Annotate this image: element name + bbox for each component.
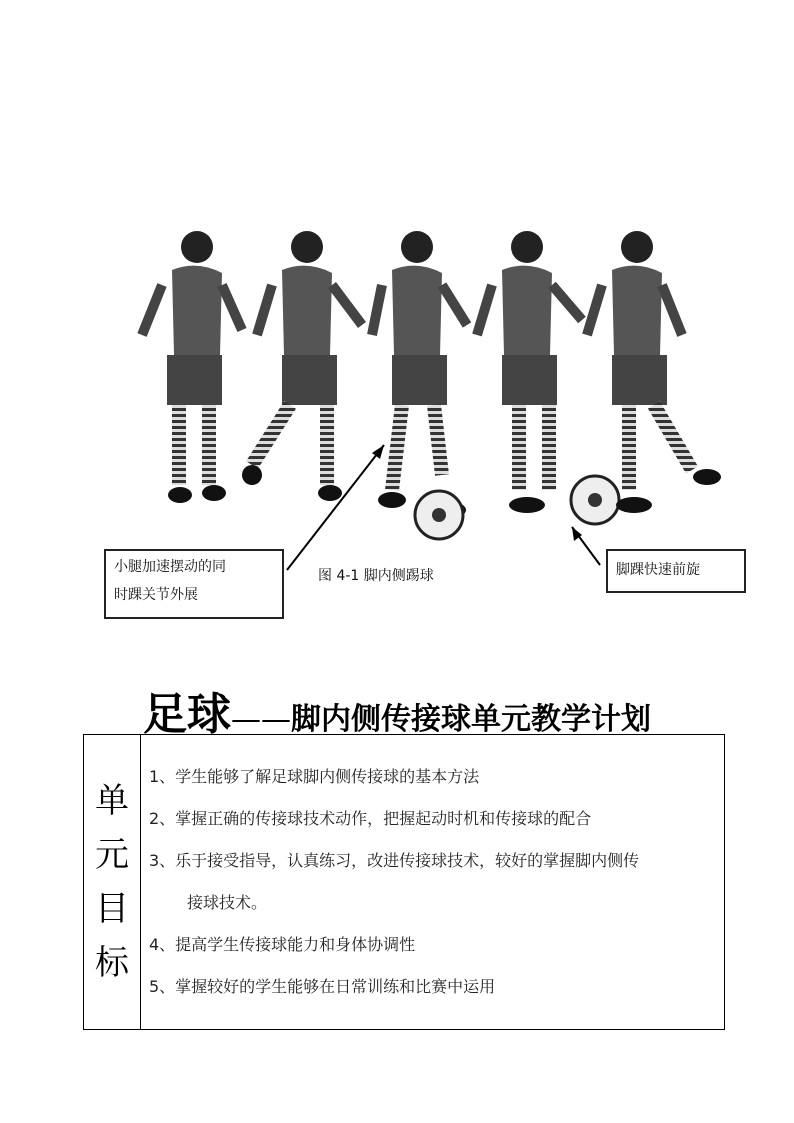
callout-left-line2: 时踝关节外展: [114, 587, 198, 603]
callout-ankle: 脚踝快速前旋: [606, 549, 746, 593]
goal-item: 1、学生能够了解足球脚内侧传接球的基本方法: [149, 767, 480, 786]
page-title: [0, 678, 794, 742]
player-figure-3: [372, 231, 467, 539]
player-figure-5: [587, 231, 721, 513]
arrow-left: [287, 445, 384, 570]
title-rest: 脚内侧传接球单元教学计划: [291, 702, 651, 737]
label-char: 单: [95, 781, 129, 821]
player-figure-1: [142, 231, 242, 503]
unit-goals-label: [84, 735, 141, 1029]
label-char: 目: [95, 889, 129, 929]
label-char: 标: [95, 943, 129, 983]
callout-lower-leg: [104, 549, 284, 619]
title-main: 足球: [143, 689, 231, 740]
label-char: 元: [95, 835, 129, 875]
unit-goals-list: [141, 735, 724, 1029]
goal-item: 2、掌握正确的传接球技术动作，把握起动时机和传接球的配合: [149, 809, 592, 828]
goal-item: 3、乐于接受指导，认真练习，改进传接球技术，较好的掌握脚内侧传: [149, 851, 640, 870]
goal-item: 4、提高学生传接球能力和身体协调性: [149, 935, 416, 954]
figure-caption: 图 4-1 脚内侧踢球: [318, 568, 434, 584]
goal-item-continuation: 接球技术。: [187, 893, 268, 912]
unit-goals-table: [83, 734, 725, 1030]
player-figure-2: [242, 231, 362, 501]
title-dash: ——: [231, 702, 291, 737]
goal-item: 5、掌握较好的学生能够在日常训练和比赛中运用: [149, 977, 496, 996]
player-figure-4: [477, 231, 619, 524]
callout-left-line1: 小腿加速摆动的同: [114, 559, 226, 575]
